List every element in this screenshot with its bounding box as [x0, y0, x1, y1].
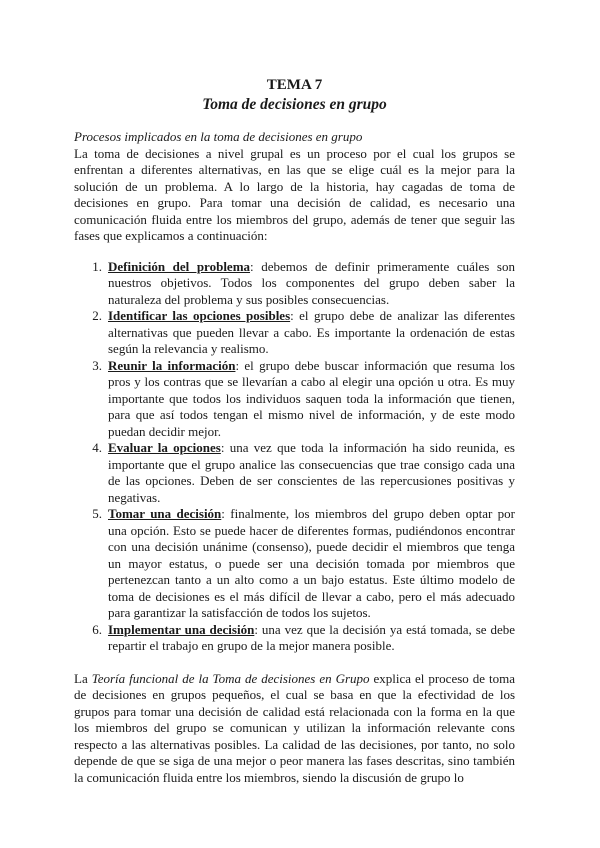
list-item-term: Implementar una decisión	[108, 621, 255, 637]
theory-text: explica el proceso de toma de decisiones en grupos pequeños, el cual se basa en que la efectividad de los grupos para tomar una decisión de calidad está relacionada con la forma en la que los miembros del grupo se comunican y utilizan la información relevante cons respecto a las alternativas posibles. La calidad de las decisiones, por tanto, no solo depende de que se siga de una mejor o peor manera las fases descritas, sino también la comunicación fluida entre los miembros, siendo la discusión de grupo lo	[74, 670, 515, 785]
list-item-term: Identificar las opciones posibles	[108, 308, 291, 323]
theory-name: Teoría funcional de la Toma de decisiones en Grupo	[91, 670, 370, 686]
list-item-number: 5.	[92, 506, 102, 521]
list-item-number: 4.	[92, 440, 102, 455]
list-item-text: : una vez que la decisión ya está tomada, se debe repartir el trabajo en grupo de la mejor manera posible.	[108, 621, 516, 653]
list-item-term: Definición del problema	[108, 258, 251, 274]
list-item-text: : el grupo debe buscar información que resuma los pros y los contras que se llevarían a cabo al elegir una opción u otra. Es muy importante que todos los individuos saquen toda la información que tienen, para que así todos tengan el mismo nivel de información, y de este modo puedan decidir mejor.	[108, 357, 515, 439]
list-item	[92, 308, 515, 358]
document-title: TEMA 7	[266, 77, 323, 93]
list-item	[92, 258, 515, 309]
list-item	[92, 357, 515, 441]
section-heading: Procesos implicados en la toma de decisiones en grupo	[74, 129, 363, 144]
intro-paragraph: La toma de decisiones a nivel grupal es un proceso por el cual los grupos se enfrentan a diferentes alternativas, en las que se elige cuál es la mejor para la solución de un problema. A lo largo de la historia, hay cagadas de toma de decisiones en grupo. Para tomar una decisión de calidad, es necesario una comunicación fluida entre los miembros del grupo, además de tener que seguir las fases que explicamos a continuación:	[74, 145, 515, 243]
list-item-number: 3.	[92, 357, 102, 373]
list-item-number: 1.	[92, 258, 102, 274]
list-item	[92, 440, 515, 506]
list-item-term: Tomar una decisión	[108, 506, 222, 521]
steps-list	[74, 259, 515, 655]
theory-lead: La	[74, 670, 92, 686]
list-item-term: Reunir la información	[108, 357, 236, 373]
theory-paragraph	[74, 671, 515, 787]
document-subtitle: Toma de decisiones en grupo	[202, 96, 387, 113]
list-item	[92, 506, 516, 622]
list-item-text: : debemos de definir primeramente cuáles son nuestros objetivos. Todos los componentes del grupo deben saber la naturaleza del problema y sus posibles consecuencias.	[108, 258, 515, 307]
list-item-number: 2.	[92, 308, 102, 323]
list-item-text: : una vez que toda la información ha sido reunida, es importante que el grupo analice las consecuencias que trae consigo cada una de las opciones. Deben de ser conscientes de las repercusiones positivas y negativas.	[108, 440, 515, 505]
list-item-number: 6.	[92, 621, 102, 637]
list-item-text: : el grupo debe de analizar las diferentes alternativas que pueden llevar a cabo. Es importante la ordenación de estas según la relevancia y realismo.	[108, 308, 515, 356]
list-item-term: Evaluar la opciones	[108, 440, 221, 455]
list-item	[92, 621, 516, 655]
list-item-text: : finalmente, los miembros del grupo deben optar por una opción. Esto se puede hacer de diferentes formas, pudiéndonos encontrar con una decisión unánime (consenso), puede decidir el miembros que tenga un mayor estatus, o puede ser una decisión tomada por miembros que pertenezcan tanto a un alto como a un bajo estatus. Este último modelo de toma de decisiones es el más difícil de llevar a cabo, pero el más adecuado para garantizar la satisfacción de todos los sujetos.	[108, 506, 516, 620]
